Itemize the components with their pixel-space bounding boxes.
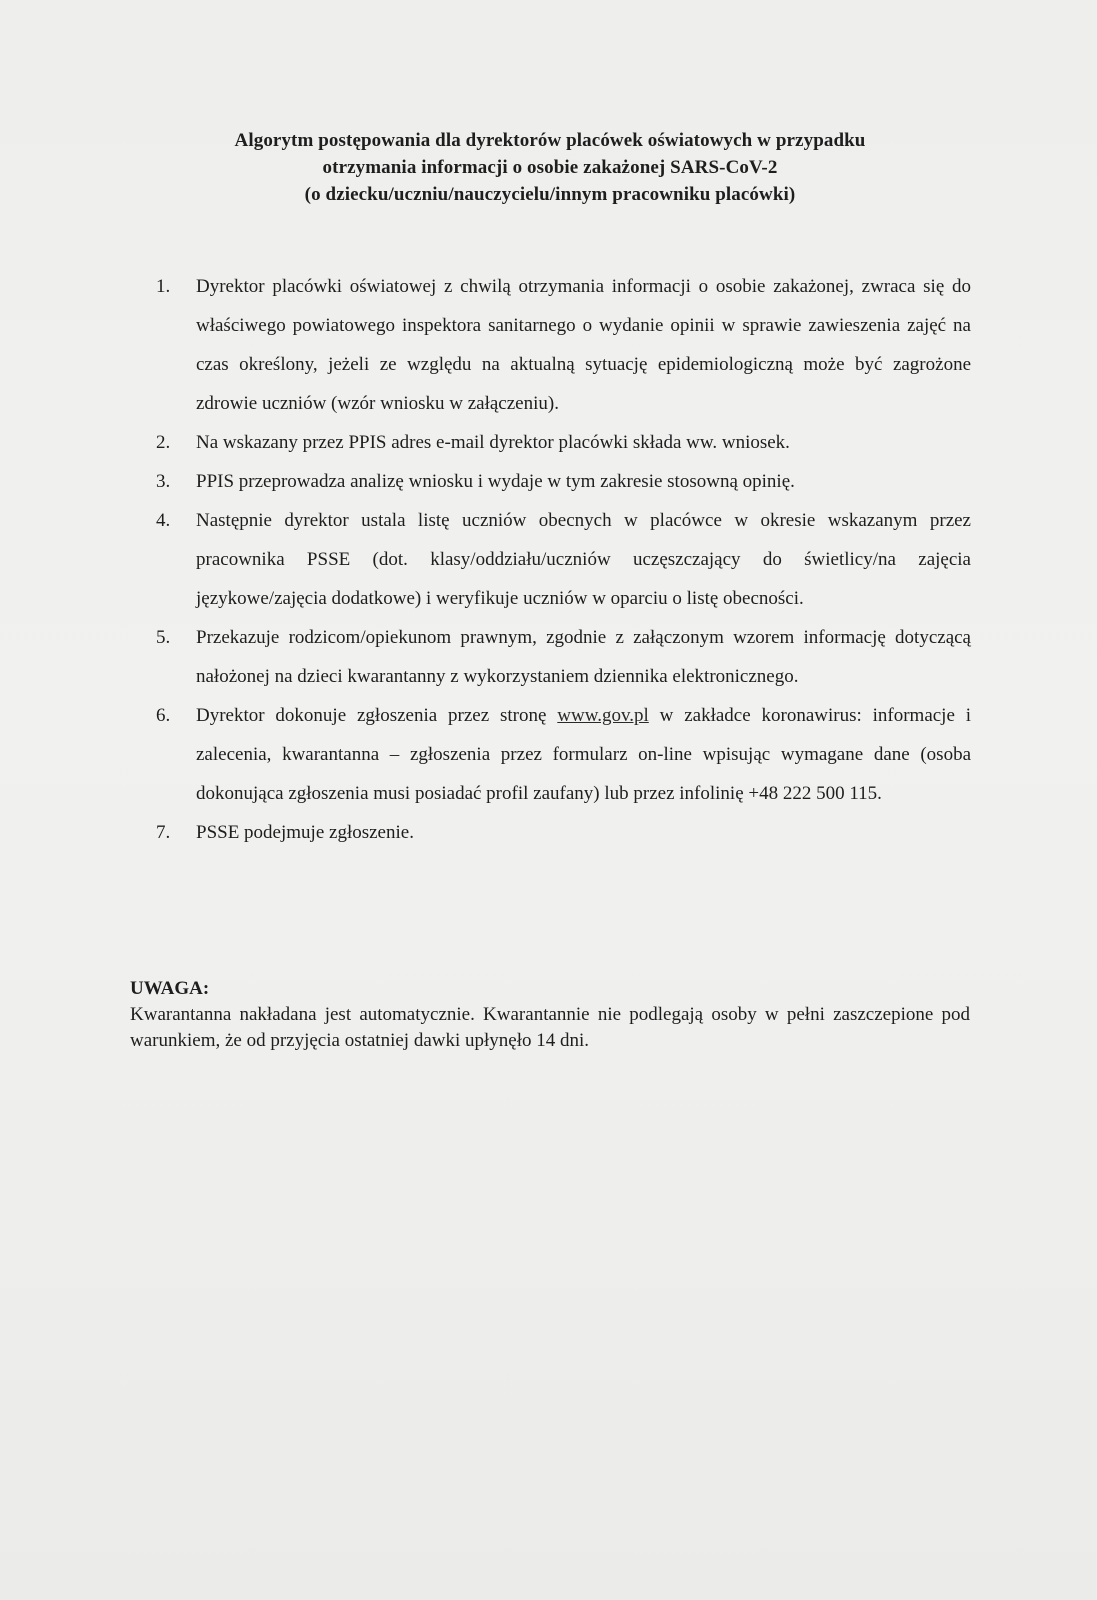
note-text: Kwarantanna nakładana jest automatycznie. Kwarantannie nie podlegają osoby w pełni zaszczepione pod warunkiem, że od przyjęcia ostatniej dawki upłynęło 14 dni. xyxy=(130,1004,970,1051)
step-7 xyxy=(156,813,971,852)
step-text-before-link: Dyrektor dokonuje zgłoszenia przez stronę xyxy=(196,705,547,726)
step-4 xyxy=(156,501,971,618)
title-line-1: Algorytm postępowania dla dyrektorów placówek oświatowych w przypadku xyxy=(234,130,866,151)
step-5 xyxy=(156,618,971,696)
step-number: 7. xyxy=(156,822,171,843)
gov-pl-link[interactable]: www.gov.pl xyxy=(557,705,649,726)
title-line-2: otrzymania informacji o osobie zakażonej SARS-CoV-2 xyxy=(322,157,778,178)
procedure-steps-list xyxy=(156,267,971,852)
step-text: Przekazuje rodzicom/opiekunom prawnym, zgodnie z załączonym wzorem informację dotyczącą nałożonej na dzieci kwarantanny z wykorzystaniem dziennika elektronicznego. xyxy=(196,627,971,687)
document-title xyxy=(130,127,970,208)
step-text xyxy=(196,696,971,813)
step-number: 1. xyxy=(156,276,171,297)
step-number: 4. xyxy=(156,510,171,531)
title-line-3: (o dziecku/uczniu/nauczycielu/innym pracowniku placówki) xyxy=(304,184,796,205)
step-text: Następnie dyrektor ustala listę uczniów obecnych w placówce w okresie wskazanym przez pracownika PSSE (dot. klasy/oddziału/uczniów uczęszczający do świetlicy/na zajęcia językowe/zajęcia dodatkowe) i weryfikuje uczniów w oparciu o listę obecności. xyxy=(196,510,971,609)
note-section xyxy=(130,976,970,1054)
step-6 xyxy=(156,696,971,813)
step-2 xyxy=(156,423,971,462)
step-text: Dyrektor placówki oświatowej z chwilą otrzymania informacji o osobie zakażonej, zwraca się do właściwego powiatowego inspektora sanitarnego o wydanie opinii w sprawie zawieszenia zajęć na czas określony, jeżeli ze względu na aktualną sytuację epidemiologiczną może być zagrożone zdrowie uczniów (wzór wniosku w załączeniu). xyxy=(196,276,971,414)
step-3 xyxy=(156,462,971,501)
step-number: 3. xyxy=(156,471,171,492)
step-text: PSSE podejmuje zgłoszenie. xyxy=(196,822,414,843)
step-text-after-link: w zakładce koronawirus: informacje i zalecenia, kwarantanna – zgłoszenia przez formularz on-line wpisując wymagane dane (osoba dokonująca zgłoszenia musi posiadać profil zaufany) lub przez infolinię +48 222 500 115. xyxy=(196,705,972,804)
step-1 xyxy=(156,267,971,423)
step-text: PPIS przeprowadza analizę wniosku i wydaje w tym zakresie stosowną opinię. xyxy=(196,471,795,492)
step-number: 6. xyxy=(156,705,171,726)
step-number: 5. xyxy=(156,627,171,648)
step-text: Na wskazany przez PPIS adres e-mail dyrektor placówki składa ww. wniosek. xyxy=(196,432,790,453)
note-heading: UWAGA: xyxy=(130,978,210,999)
step-number: 2. xyxy=(156,432,171,453)
